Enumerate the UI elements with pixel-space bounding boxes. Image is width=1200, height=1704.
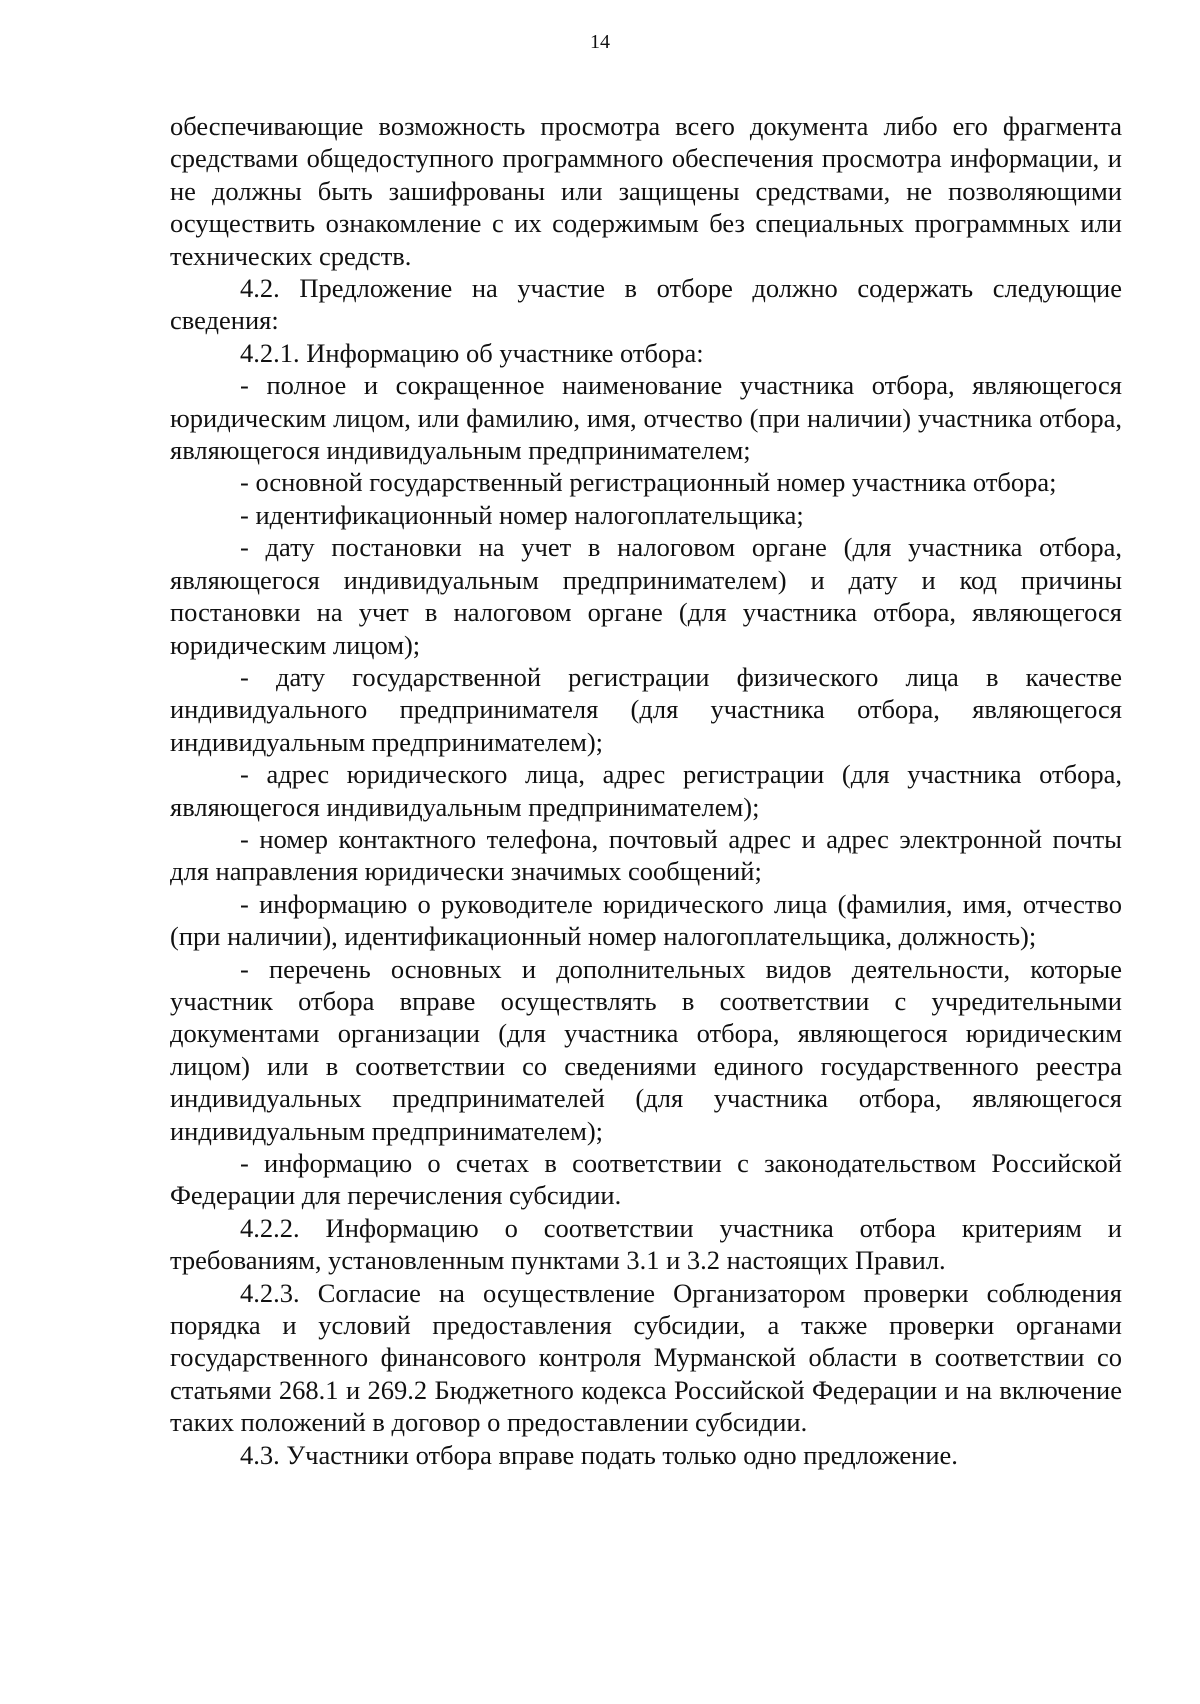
list-item-state-registration: - дату государственной регистрации физического лица в качестве индивидуального предпринимателя (для участника отбора, являющегося индивидуальным предпринимателем); (170, 661, 1122, 757)
paragraph-4-2-1: 4.2.1. Информацию об участнике отбора: (240, 337, 704, 368)
paragraph-4-2-3: 4.2.3. Согласие на осуществление Организатором проверки соблюдения порядка и условий предоставления субсидии, а также проверки органами государственного финансового контроля Мурманской области в соответствии со статьями 268.1 и 269.2 Бюджетного кодекса Российской Федерации и на включение таких положений в договор о предоставлении субсидии. (170, 1277, 1122, 1438)
list-item-name: - полное и сокращенное наименование участника отбора, являющегося юридическим лицом, или фамилию, имя, отчество (при наличии) участника отбора, являющегося индивидуальным предпринимателем; (170, 370, 1122, 466)
list-item-accounts: - информацию о счетах в соответствии с законодательством Российской Федерации для перечисления субсидии. (170, 1148, 1122, 1211)
list-item-address: - адрес юридического лица, адрес регистрации (для участника отбора, являющегося индивидуальным предпринимателем); (170, 759, 1122, 822)
paragraph-4-2: 4.2. Предложение на участие в отборе должно содержать следующие сведения: (170, 273, 1122, 336)
document-body (170, 110, 1122, 1471)
list-item-director: - информацию о руководителе юридического лица (фамилия, имя, отчество (при наличии), идентификационный номер налогоплательщика, должность); (170, 888, 1122, 952)
list-item-ogrn: - основной государственный регистрационный номер участника отбора; (240, 467, 1057, 498)
paragraph-continuation: обеспечивающие возможность просмотра всего документа либо его фрагмента средствами общедоступного программного обеспечения просмотра информации, и не должны быть зашифрованы или защищены средствами, не позволяющими осуществить ознакомление с их содержимым без специальных программных или технических средств. (170, 111, 1122, 271)
list-item-tax-registration: - дату постановки на учет в налоговом органе (для участника отбора, являющегося индивидуальным предпринимателем) и дату и код причины постановки на учет в налоговом органе (для участника отбора, являющегося юридическим лицом); (170, 532, 1122, 660)
paragraph-4-2-2: 4.2.2. Информацию о соответствии участника отбора критериям и требованиям, установленным пунктами 3.1 и 3.2 настоящих Правил. (170, 1212, 1122, 1276)
list-item-inn: - идентификационный номер налогоплательщика; (240, 499, 804, 530)
paragraph-4-3: 4.3. Участники отбора вправе подать только одно предложение. (240, 1439, 958, 1470)
list-item-activities: - перечень основных и дополнительных видов деятельности, которые участник отбора вправе осуществлять в соответствии с учредительными документами организации (для участника отбора, являющегося юридическим лицом) или в соответствии со сведениями единого государственного реестра индивидуальных предпринимателей (для участника отбора, являющегося индивидуальным предпринимателем); (170, 953, 1122, 1146)
list-item-contacts: - номер контактного телефона, почтовый адрес и адрес электронной почты для направления юридически значимых сообщений; (170, 823, 1122, 887)
page-number: 14 (590, 31, 610, 53)
